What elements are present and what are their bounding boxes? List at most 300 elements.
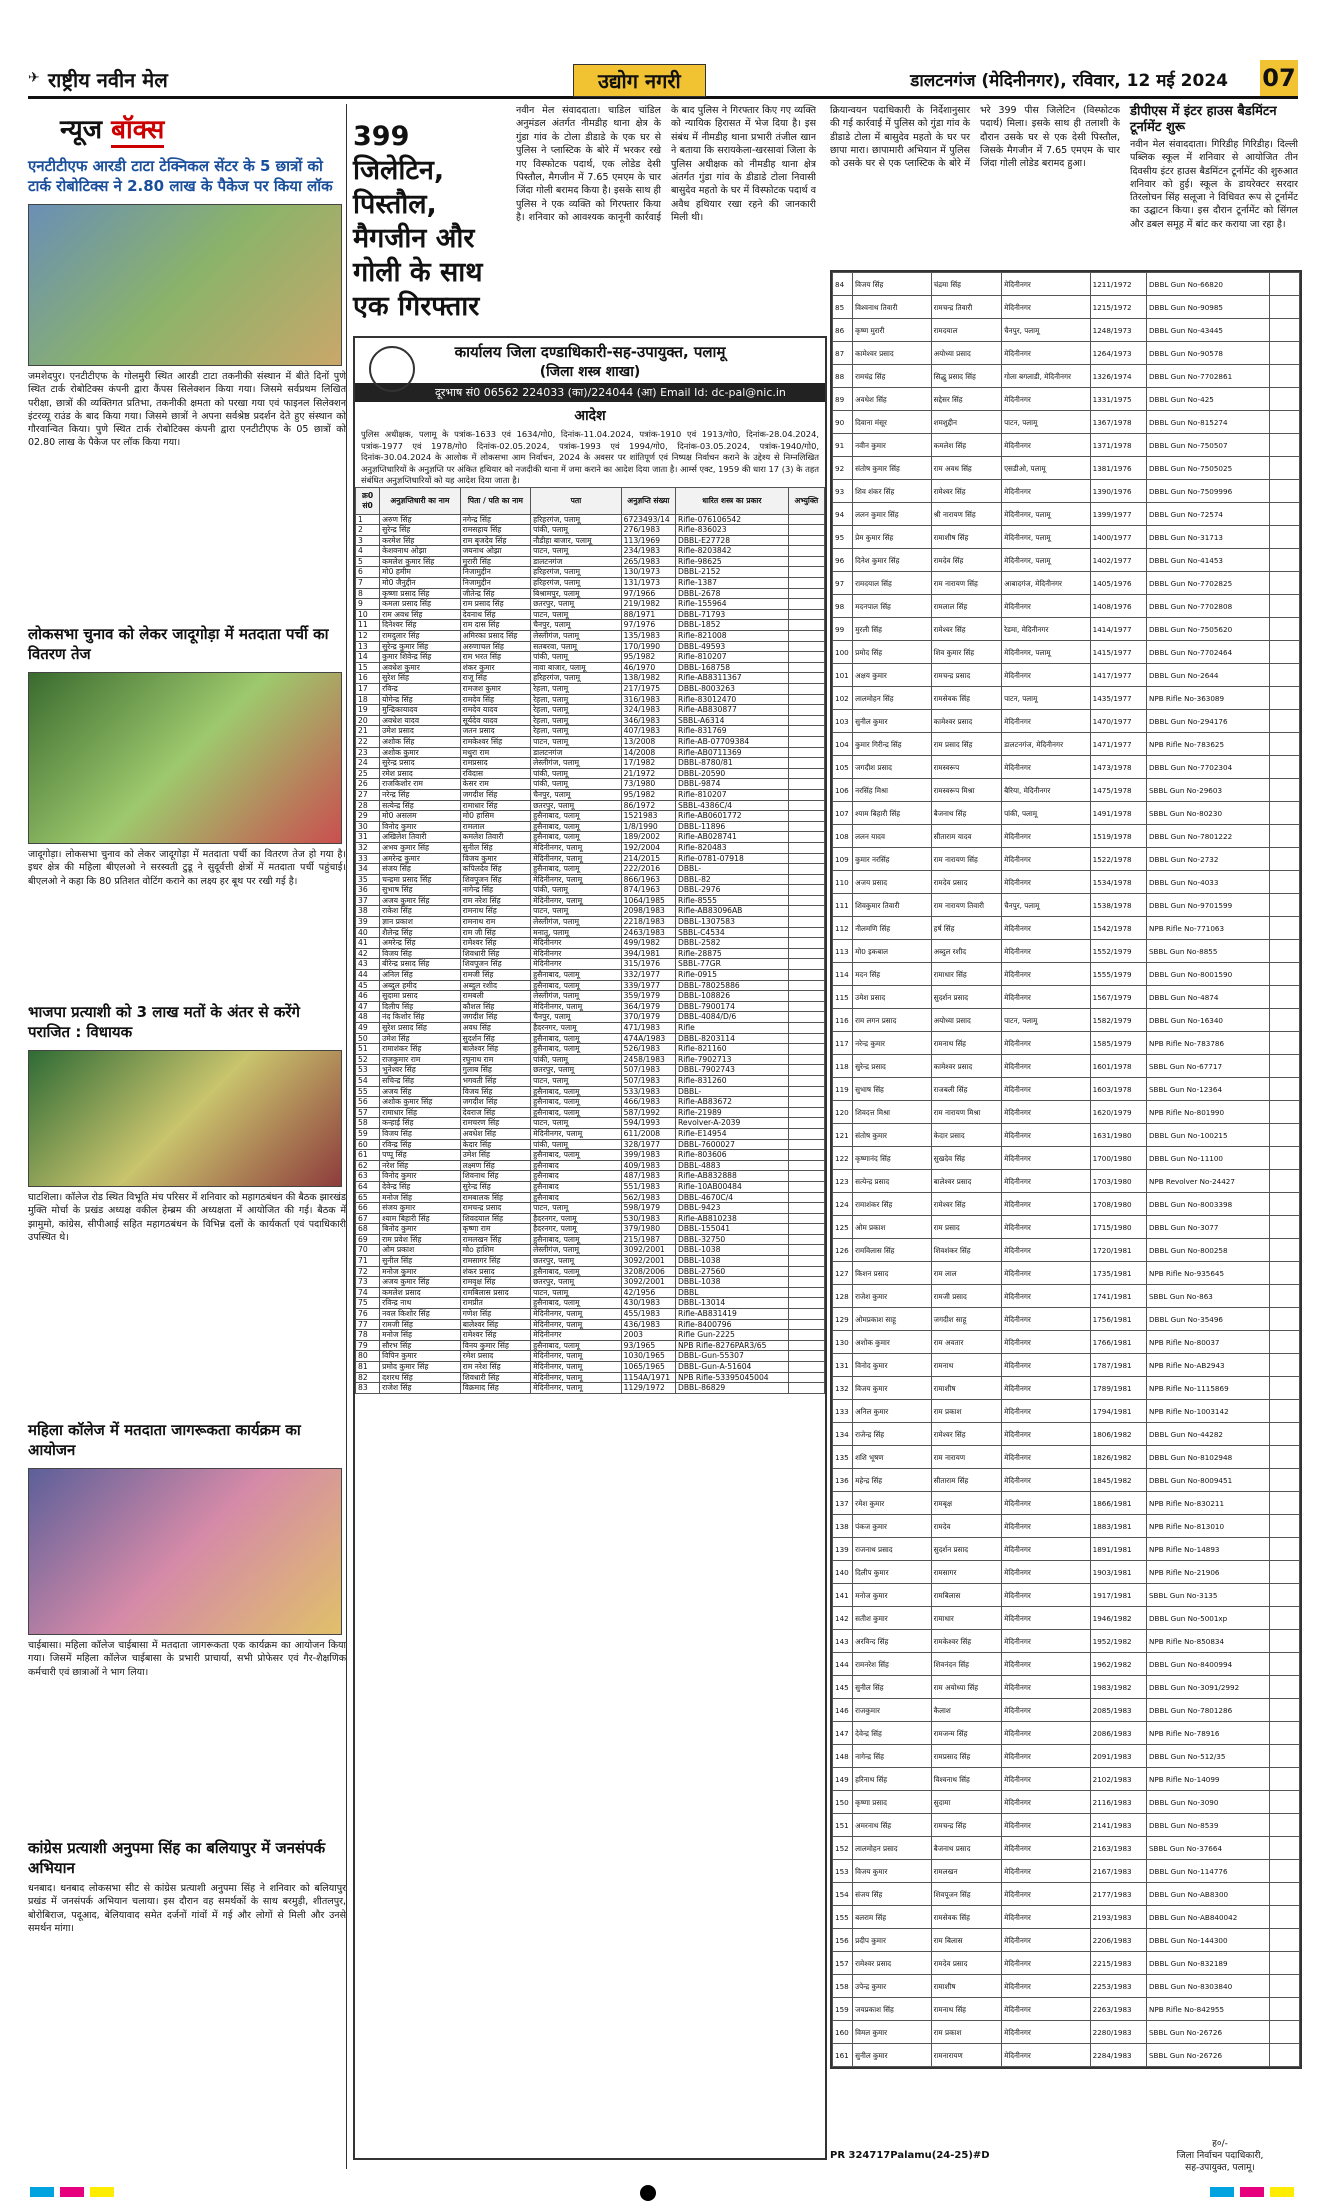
table-cell: राम नरेश सिंह [460,895,530,906]
table-cell: अजय कुमार सिंह [380,1277,461,1288]
meeting-photo [28,1050,342,1187]
table-cell: अवधेश सिंह [460,1128,530,1139]
table-row [833,434,1300,457]
table-cell: DBBL-82 [676,874,789,885]
table-cell: 1806/1982 [1090,1423,1146,1446]
table-cell: शिवधारी सिंह [460,1372,530,1383]
table-cell [1269,342,1299,365]
table-cell: 1331/1975 [1090,388,1146,411]
table-cell: 1367/1978 [1090,411,1146,434]
table-cell: विनोद कुमार [380,821,461,832]
table-cell: कामेश्वर प्रसाद [931,1055,1001,1078]
table-row [356,747,825,758]
table-cell: रामेश्वर प्रसाद [853,1952,932,1975]
table-cell: हैदरनगर, पलामू [531,1023,622,1034]
table-cell: मेदिनीनगर [1002,1676,1091,1699]
table-cell [1269,986,1299,1009]
magenta-registration-mark-right [1240,2187,1264,2197]
table-cell [1269,1147,1299,1170]
table-cell [788,715,824,726]
table-cell: 1538/1978 [1090,894,1146,917]
table-cell: NPB Rifle No-935645 [1146,1262,1269,1285]
table-cell: चंद्रमा सिंह [931,273,1001,296]
table-cell: रेहला, पलामू [531,705,622,716]
table-cell: कृष्णा राम [460,1224,530,1235]
table-cell: बलराम सिंह [853,1906,932,1929]
table-cell: 1883/1981 [1090,1515,1146,1538]
table-row [833,1998,1300,2021]
table-cell: 57 [356,1107,380,1118]
table-row [833,802,1300,825]
table-cell: लेस्लीगंज, पलामू [531,758,622,769]
table-row [833,1975,1300,1998]
table-cell: 29 [356,811,380,822]
table-cell: प्रमोद सिंह [853,641,932,664]
table-cell: अब्दुल रशीद [460,980,530,991]
table-cell: शिव शंकर सिंह [853,480,932,503]
table-row [833,1492,1300,1515]
table-cell: DBBL Gun No-7702825 [1146,572,1269,595]
table-cell: नागेन्द्र सिंह [460,885,530,896]
table-cell: 4 [356,546,380,557]
table-cell: 1585/1979 [1090,1032,1146,1055]
table-row [833,986,1300,1009]
table-cell: 370/1979 [621,1012,675,1023]
table-cell: कृष्ण मुरारी [853,319,932,342]
table-cell: DBBL Gun No-16340 [1146,1009,1269,1032]
table-row [356,1181,825,1192]
table-row [356,779,825,790]
table-cell: हुसैनाबाद, पलामू [531,832,622,843]
table-cell: गुलाब सिंह [460,1065,530,1076]
table-row [833,1929,1300,1952]
table-cell: 1400/1977 [1090,526,1146,549]
page-number: 07 [1260,60,1298,96]
table-cell: मेदिनीनगर [1002,1193,1091,1216]
table-cell: SBBL-C4534 [676,927,789,938]
table-cell: 530/1983 [621,1213,675,1224]
table-cell [788,1171,824,1182]
table-cell: 77 [356,1319,380,1330]
table-cell: 1826/1982 [1090,1446,1146,1469]
table-cell: योगेन्द्र सिंह [380,694,461,705]
table-cell: मेदिनीनगर, पलामू [531,1372,622,1383]
table-cell: DBBL Gun No-4033 [1146,871,1269,894]
table-cell: DBBL-1307583 [676,917,789,928]
table-cell: रामाशीष [931,1377,1001,1400]
table-cell: NPB Rifle No-783625 [1146,733,1269,756]
table-cell: विजय सिंह [853,273,932,296]
table-cell [788,821,824,832]
table-cell: राम प्रकाश [931,2021,1001,2044]
table-cell: 1789/1981 [1090,1377,1146,1400]
table-cell: DBBL-2582 [676,938,789,949]
table-cell: Rifle-AB83096AB [676,906,789,917]
table-row [833,1078,1300,1101]
table-row [833,1952,1300,1975]
table-cell: DBBL-E27728 [676,535,789,546]
table-cell: जयप्रकाश सिंह [853,1998,932,2021]
table-cell: रामजी सिंह [460,970,530,981]
table-cell: बिश्रामपुर, पलामू [531,588,622,599]
table-cell: लेस्लीगंज, पलामू [531,631,622,642]
table-cell [788,864,824,875]
table-cell [1269,1469,1299,1492]
table-cell: हरिहरगंज, पलामू [531,673,622,684]
table-cell [1269,411,1299,434]
table-cell: राम बिलास [931,1929,1001,1952]
table-cell: जगदीश साहू [931,1308,1001,1331]
table-cell: 192/2004 [621,842,675,853]
table-cell [1269,917,1299,940]
table-cell: कमलेश तिवारी [460,832,530,843]
table-cell: 128 [833,1285,853,1308]
story3-headline: भाजपा प्रत्याशी को 3 लाख मतों के अंतर से करेंगे पराजित : विधायक [28,1003,300,1041]
table-cell: अशोक कुमार सिंह [380,1097,461,1108]
table-cell: 1408/1976 [1090,595,1146,618]
table-cell: मेदिनीनगर, पलामू [1002,549,1091,572]
table-cell: Rifle-836023 [676,525,789,536]
table-cell: 1211/1972 [1090,273,1146,296]
table-cell: मो0 इकबाल [853,940,932,963]
table-cell: 1154A/1971 [621,1372,675,1383]
table-cell: हैदरनगर, पलामू [531,1213,622,1224]
table-row [356,874,825,885]
table-cell [788,1023,824,1034]
table-cell: किशन प्रसाद [853,1262,932,1285]
table-cell: 85 [833,296,853,319]
table-cell: 135/1983 [621,631,675,642]
table-cell: 1414/1977 [1090,618,1146,641]
table-cell [788,917,824,928]
table-cell: राम बृजदेव सिंह [460,535,530,546]
table-cell: रामबिलास [931,1584,1001,1607]
table-cell: 1603/1978 [1090,1078,1146,1101]
table-cell: 3092/2001 [621,1277,675,1288]
table-cell: Rifle [676,1023,789,1034]
table-cell: 156 [833,1929,853,1952]
table-cell: DBBL Gun No-7702861 [1146,365,1269,388]
table-cell: नीलमणि सिंह [853,917,932,940]
table-cell: 1582/1979 [1090,1009,1146,1032]
table-cell: 1891/1981 [1090,1538,1146,1561]
table-cell: 1567/1979 [1090,986,1146,1009]
table-cell: लालमोहन प्रसाद [853,1837,932,1860]
table-cell: Rifle-076106542 [676,514,789,525]
table-row [833,1147,1300,1170]
table-cell [788,980,824,991]
table-cell: NPB Rifle No-1003142 [1146,1400,1269,1423]
table-cell: ज्ञान प्रकाश [380,917,461,928]
table-cell: 379/1980 [621,1224,675,1235]
table-cell: अब्दुल हमीद [380,980,461,991]
table-cell: DBBL Gun No-114776 [1146,1860,1269,1883]
table-cell: DBBL Gun No-72574 [1146,503,1269,526]
table-cell: केदार सिंह [460,1139,530,1150]
table-cell: 1491/1978 [1090,802,1146,825]
table-cell: DBBL Gun No-800258 [1146,1239,1269,1262]
table-row [833,1009,1300,1032]
table-cell: 507/1983 [621,1075,675,1086]
table-cell [788,811,824,822]
table-cell: शिवनाथ सिंह [460,1171,530,1182]
table-cell: संतोष कुमार सिंह [853,457,932,480]
table-row [356,715,825,726]
table-cell: मेदिनीनगर [1002,595,1091,618]
table-cell [1269,1262,1299,1285]
table-cell: सुदर्शन सिंह [460,1033,530,1044]
table-cell [1269,1331,1299,1354]
table-row [356,705,825,716]
table-cell: सचिन्द्र सिंह [380,1075,461,1086]
table-cell: रामचरण सिंह [460,1118,530,1129]
table-cell: 52 [356,1054,380,1065]
table-cell: DBBL-108826 [676,991,789,1002]
table-cell: कृष्णा प्रसाद सिंह [380,588,461,599]
table-cell [1269,1400,1299,1423]
table-cell: 95 [833,526,853,549]
table-cell: सुदर्शन प्रसाद [931,1538,1001,1561]
table-cell: Rifle-AB831419 [676,1309,789,1320]
table-cell [788,1224,824,1235]
table-row [833,1239,1300,1262]
table-cell: मेदिनीनगर [1002,1975,1091,1998]
table-cell: राजू सिंह [460,673,530,684]
table-cell: 115 [833,986,853,1009]
table-cell: DBBL Gun No-294176 [1146,710,1269,733]
table-cell: सुदर्शन प्रसाद [931,986,1001,1009]
table-cell: रामप्रीत [460,1298,530,1309]
table-row [356,567,825,578]
table-cell: Rifle-7902713 [676,1054,789,1065]
table-cell: मेदिनीनगर [1002,2044,1091,2067]
table-cell: रामाधार सिंह [380,1107,461,1118]
table-cell [1269,687,1299,710]
table-cell: मथुरा राम [460,747,530,758]
table-cell: 54 [356,1075,380,1086]
table-row [356,1351,825,1362]
table-cell: DBBL-2152 [676,567,789,578]
table-cell: 154 [833,1883,853,1906]
table-cell: विजय कुमार [853,1377,932,1400]
table-cell: DBBL Gun No-8400994 [1146,1653,1269,1676]
table-cell: एसडीओ, पलामू [1002,457,1091,480]
table-cell: DBBL-155041 [676,1224,789,1235]
table-cell: डालटनगंज [531,556,622,567]
table-cell: सुनील सिंह [460,842,530,853]
table-cell [1269,296,1299,319]
table-row [356,1012,825,1023]
table-header-cell: अभ्युक्ति [788,487,824,514]
table-cell: 1983/1982 [1090,1676,1146,1699]
table-cell: छतरपुर, पलामू [531,1256,622,1267]
table-cell: मेदिनीनगर [1002,434,1091,457]
table-cell: पांकी, पलामू [531,652,622,663]
table-row [356,1298,825,1309]
table-cell: अभय कुमार सिंह [380,842,461,853]
table-cell: 148 [833,1745,853,1768]
table-row [833,687,1300,710]
table-cell: रामदेव [931,1515,1001,1538]
table-cell [788,1128,824,1139]
table-cell [1269,1952,1299,1975]
table-cell: जगदीश प्रसाद [853,756,932,779]
table-cell: 507/1983 [621,1065,675,1076]
table-cell: 137 [833,1492,853,1515]
table-cell: 551/1983 [621,1181,675,1192]
table-cell: ललन कुमार सिंह [853,503,932,526]
table-cell: रामदुलार सिंह [380,631,461,642]
table-cell: मो0 हासिम [460,811,530,822]
table-row [356,1065,825,1076]
table-row [833,1124,1300,1147]
table-cell: मेदिनीनगर [1002,296,1091,319]
table-cell: शिवदयाल सिंह [460,1213,530,1224]
table-cell: पप्पू सिंह [380,1150,461,1161]
table-cell: 94 [833,503,853,526]
table-row [356,1287,825,1298]
table-cell: मेदिनीनगर [1002,1837,1091,1860]
table-cell: शिव कुमार सिंह [931,641,1001,664]
table-cell: 119 [833,1078,853,1101]
table-row [833,664,1300,687]
table-cell: मेदिनीनगर [1002,986,1091,1009]
table-row [356,1266,825,1277]
table-row [356,673,825,684]
table-cell: 69 [356,1234,380,1245]
table-cell [1269,1653,1299,1676]
table-cell: Rifle-820483 [676,842,789,853]
table-cell: 122 [833,1147,853,1170]
table-cell: 103 [833,710,853,733]
table-row [356,662,825,673]
table-cell: NPB Rifle No-771063 [1146,917,1269,940]
table-cell: Rifle-AB-07709384 [676,736,789,747]
table-cell: रामदेव यादव [460,705,530,716]
table-cell: रामचन्द्र प्रसाद [931,664,1001,687]
table-cell [788,959,824,970]
table-cell: नवल किशोर सिंह [380,1309,461,1320]
table-cell: 100 [833,641,853,664]
table-cell: 1700/1980 [1090,1147,1146,1170]
table-cell [788,588,824,599]
table-cell: पाटन, पलामू [531,1287,622,1298]
table-cell: Rifle-E14954 [676,1128,789,1139]
table-cell: पाटन, पलामू [531,736,622,747]
table-cell: रामाधार सिंह [931,963,1001,986]
table-cell: 1371/1978 [1090,434,1146,457]
table-row [356,832,825,843]
table-cell: 70 [356,1245,380,1256]
table-cell: 142 [833,1607,853,1630]
table-cell: 88/1971 [621,609,675,620]
table-cell [788,1266,824,1277]
table-cell: जगदीश सिंह [460,1097,530,1108]
table-cell: मेदिनीनगर [1002,1584,1091,1607]
table-cell: मेदिनीनगर [1002,1998,1091,2021]
table-cell: विजय सिंह [380,1128,461,1139]
badminton-body: नवीन मेल संवाददाता। गिरिडीह गिरिडीह। दिल्ली पब्लिक स्कूल में शनिवार से आयोजित तीन दिवसीय इंटर हाउस बैडमिंटन टूर्नामेंट की शुरुआत शनिवार को हुई। स्कूल के डायरेक्टर सरदार तिरलोचन सिंह सलूजा ने विधिवत रूप से टूर्नामेंट का उद्घाटन किया। इस दौरान टूर्नामेंट को सिंगल और डबल समूह में बांट कर कराया जा रहा है। [1130,139,1298,230]
table-cell: रामसहाय सिंह [460,525,530,536]
table-cell: 62 [356,1160,380,1171]
table-cell: बालेश्वर प्रसाद [931,1170,1001,1193]
table-cell: DBBL Gun No-512/35 [1146,1745,1269,1768]
table-cell: रामबली [460,991,530,1002]
table-cell: हुसैनाबाद [531,1171,622,1182]
table-cell [1269,710,1299,733]
table-cell: रामाधार सिंह [460,800,530,811]
table-cell: 126 [833,1239,853,1262]
table-cell: मेदिनीनगर [1002,1814,1091,1837]
table-cell: राजेश सिंह [380,1383,461,1394]
table-cell: निजामुद्दीन [460,578,530,589]
table-header-cell: पता [531,487,622,514]
table-cell: 471/1983 [621,1023,675,1034]
table-cell: 138 [833,1515,853,1538]
table-cell: 133 [833,1400,853,1423]
magenta-registration-mark [60,2187,84,2197]
table-cell: 1475/1978 [1090,779,1146,802]
table-cell [788,789,824,800]
table-cell: 60 [356,1139,380,1150]
table-cell: 41 [356,938,380,949]
table-row [833,1285,1300,1308]
table-cell [788,684,824,695]
table-cell: रामनारायण [931,2044,1001,2067]
table-cell: 1741/1981 [1090,1285,1146,1308]
table-cell [1269,1860,1299,1883]
section-name: उद्योग नगरी [573,64,706,97]
table-cell: 19 [356,705,380,716]
table-cell [788,641,824,652]
table-row [356,1128,825,1139]
table-cell: नावा बाजार, पलामू [531,662,622,673]
table-cell: हर्ष सिंह [931,917,1001,940]
table-cell: मेदिनीनगर [1002,963,1091,986]
table-cell: गोला बगलाडी, मेदिनीनगर [1002,365,1091,388]
table-row [356,514,825,525]
table-cell: रामाशीष सिंह [931,526,1001,549]
table-cell: चन्द्रमा प्रसाद सिंह [380,874,461,885]
table-cell: DBBL-32750 [676,1234,789,1245]
table-row [833,1423,1300,1446]
table-cell: 83 [356,1383,380,1394]
table-cell: अरुणाचल सिंह [460,641,530,652]
table-cell: अरुण सिंह [380,514,461,525]
table-cell [1269,664,1299,687]
table-cell: सतबरवा, पलामू [531,641,622,652]
table-cell: 36 [356,885,380,896]
table-cell [1269,1929,1299,1952]
table-cell: 116 [833,1009,853,1032]
table-cell: शिवपूजन सिंह [460,959,530,970]
table-cell [788,1192,824,1203]
table-cell: जगदीश सिंह [460,1012,530,1023]
table-cell: मेदिनीनगर [1002,388,1091,411]
table-cell: हरिहरगंज, पलामू [531,567,622,578]
table-cell: रामनाथ [931,1354,1001,1377]
table-cell: पाटन, पलामू [1002,1009,1091,1032]
table-cell: 6723493/14 [621,514,675,525]
table-cell [1269,1239,1299,1262]
table-cell: NPB Rifle No-783786 [1146,1032,1269,1055]
table-row [356,1054,825,1065]
table-cell [1269,1170,1299,1193]
table-cell: DBBL Gun No-AB8300 [1146,1883,1269,1906]
table-cell: 127 [833,1262,853,1285]
table-cell: 394/1981 [621,948,675,959]
table-cell: 2085/1983 [1090,1699,1146,1722]
